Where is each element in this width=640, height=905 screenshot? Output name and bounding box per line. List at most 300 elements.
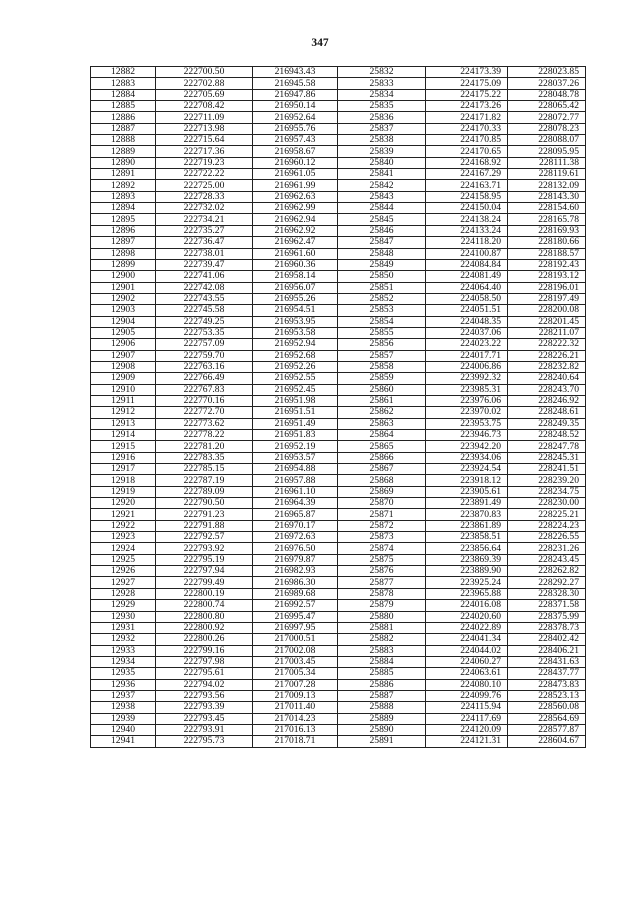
point-a-y-cell: 216989.68 bbox=[253, 588, 338, 599]
point-b-x-cell: 224060.27 bbox=[426, 656, 508, 667]
point-b-y-cell: 228230.00 bbox=[508, 498, 586, 509]
point-b-number-cell: 25870 bbox=[338, 498, 426, 509]
point-a-number-cell: 12892 bbox=[91, 180, 156, 191]
point-b-number-cell: 25881 bbox=[338, 622, 426, 633]
point-a-number-cell: 12882 bbox=[91, 67, 156, 78]
point-b-y-cell: 228245.31 bbox=[508, 452, 586, 463]
table-row bbox=[91, 441, 586, 452]
point-a-x-cell: 222713.98 bbox=[156, 123, 253, 134]
point-b-number-cell: 25842 bbox=[338, 180, 426, 191]
point-a-x-cell: 222772.70 bbox=[156, 407, 253, 418]
table-row bbox=[91, 622, 586, 633]
point-b-number-cell: 25861 bbox=[338, 395, 426, 406]
table-row bbox=[91, 78, 586, 89]
table-row bbox=[91, 600, 586, 611]
point-b-number-cell: 25864 bbox=[338, 430, 426, 441]
point-b-x-cell: 223976.06 bbox=[426, 395, 508, 406]
point-b-y-cell: 228371.58 bbox=[508, 600, 586, 611]
point-a-y-cell: 216947.86 bbox=[253, 89, 338, 100]
point-a-number-cell: 12883 bbox=[91, 78, 156, 89]
point-a-x-cell: 222741.06 bbox=[156, 271, 253, 282]
point-a-number-cell: 12926 bbox=[91, 566, 156, 577]
point-a-y-cell: 216979.87 bbox=[253, 554, 338, 565]
point-b-y-cell: 228437.77 bbox=[508, 668, 586, 679]
point-a-number-cell: 12924 bbox=[91, 543, 156, 554]
point-a-x-cell: 222725.00 bbox=[156, 180, 253, 191]
point-a-x-cell: 222791.23 bbox=[156, 509, 253, 520]
point-b-number-cell: 25885 bbox=[338, 668, 426, 679]
point-b-y-cell: 228193.12 bbox=[508, 271, 586, 282]
point-b-y-cell: 228243.45 bbox=[508, 554, 586, 565]
table-row bbox=[91, 395, 586, 406]
point-a-y-cell: 216952.26 bbox=[253, 361, 338, 372]
table-row bbox=[91, 543, 586, 554]
point-b-number-cell: 25847 bbox=[338, 237, 426, 248]
point-b-y-cell: 228188.57 bbox=[508, 248, 586, 259]
point-a-number-cell: 12911 bbox=[91, 395, 156, 406]
point-a-x-cell: 222790.50 bbox=[156, 498, 253, 509]
point-a-number-cell: 12891 bbox=[91, 169, 156, 180]
point-b-x-cell: 223934.06 bbox=[426, 452, 508, 463]
table-row bbox=[91, 486, 586, 497]
point-a-y-cell: 217016.13 bbox=[253, 724, 338, 735]
point-b-y-cell: 228431.63 bbox=[508, 656, 586, 667]
point-a-y-cell: 216956.07 bbox=[253, 282, 338, 293]
table-row bbox=[91, 611, 586, 622]
point-a-y-cell: 216945.58 bbox=[253, 78, 338, 89]
point-b-y-cell: 228226.21 bbox=[508, 350, 586, 361]
table-row bbox=[91, 316, 586, 327]
point-b-y-cell: 228197.49 bbox=[508, 293, 586, 304]
point-b-y-cell: 228262.82 bbox=[508, 566, 586, 577]
point-b-number-cell: 25832 bbox=[338, 67, 426, 78]
point-a-number-cell: 12908 bbox=[91, 361, 156, 372]
table-row bbox=[91, 713, 586, 724]
point-b-y-cell: 228226.55 bbox=[508, 532, 586, 543]
point-b-y-cell: 228248.52 bbox=[508, 430, 586, 441]
table-row bbox=[91, 520, 586, 531]
point-b-number-cell: 25856 bbox=[338, 339, 426, 350]
point-b-number-cell: 25873 bbox=[338, 532, 426, 543]
point-b-number-cell: 25879 bbox=[338, 600, 426, 611]
point-b-y-cell: 228201.45 bbox=[508, 316, 586, 327]
point-a-y-cell: 216953.95 bbox=[253, 316, 338, 327]
point-a-number-cell: 12925 bbox=[91, 554, 156, 565]
point-b-x-cell: 223953.75 bbox=[426, 418, 508, 429]
point-a-number-cell: 12941 bbox=[91, 736, 156, 747]
point-b-y-cell: 228232.82 bbox=[508, 361, 586, 372]
point-a-number-cell: 12919 bbox=[91, 486, 156, 497]
table-row bbox=[91, 509, 586, 520]
point-b-x-cell: 223905.61 bbox=[426, 486, 508, 497]
point-b-x-cell: 223858.51 bbox=[426, 532, 508, 543]
point-a-x-cell: 222800.19 bbox=[156, 588, 253, 599]
point-b-y-cell: 228239.20 bbox=[508, 475, 586, 486]
table-row bbox=[91, 350, 586, 361]
table-row bbox=[91, 89, 586, 100]
point-b-x-cell: 224167.29 bbox=[426, 169, 508, 180]
point-b-x-cell: 224037.06 bbox=[426, 327, 508, 338]
point-a-number-cell: 12909 bbox=[91, 373, 156, 384]
point-b-y-cell: 228119.61 bbox=[508, 169, 586, 180]
point-a-number-cell: 12903 bbox=[91, 305, 156, 316]
point-a-x-cell: 222715.64 bbox=[156, 135, 253, 146]
point-a-number-cell: 12899 bbox=[91, 259, 156, 270]
point-b-y-cell: 228402.42 bbox=[508, 634, 586, 645]
point-a-number-cell: 12886 bbox=[91, 112, 156, 123]
point-a-y-cell: 216952.94 bbox=[253, 339, 338, 350]
point-a-x-cell: 222793.39 bbox=[156, 702, 253, 713]
point-b-y-cell: 228240.64 bbox=[508, 373, 586, 384]
point-a-x-cell: 222800.26 bbox=[156, 634, 253, 645]
point-a-number-cell: 12910 bbox=[91, 384, 156, 395]
point-b-number-cell: 25850 bbox=[338, 271, 426, 282]
table-row bbox=[91, 135, 586, 146]
point-a-number-cell: 12893 bbox=[91, 191, 156, 202]
point-b-number-cell: 25855 bbox=[338, 327, 426, 338]
point-b-x-cell: 224117.69 bbox=[426, 713, 508, 724]
point-b-x-cell: 224020.60 bbox=[426, 611, 508, 622]
point-b-number-cell: 25846 bbox=[338, 225, 426, 236]
point-b-number-cell: 25867 bbox=[338, 464, 426, 475]
point-b-number-cell: 25874 bbox=[338, 543, 426, 554]
point-b-y-cell: 228249.35 bbox=[508, 418, 586, 429]
point-b-number-cell: 25838 bbox=[338, 135, 426, 146]
point-a-y-cell: 216955.76 bbox=[253, 123, 338, 134]
table-row bbox=[91, 169, 586, 180]
point-a-number-cell: 12907 bbox=[91, 350, 156, 361]
point-a-number-cell: 12933 bbox=[91, 645, 156, 656]
point-a-number-cell: 12889 bbox=[91, 146, 156, 157]
point-a-x-cell: 222749.25 bbox=[156, 316, 253, 327]
point-b-x-cell: 224175.22 bbox=[426, 89, 508, 100]
page-number: 347 bbox=[311, 37, 329, 49]
point-b-y-cell: 228192.43 bbox=[508, 259, 586, 270]
point-b-x-cell: 224006.86 bbox=[426, 361, 508, 372]
table-row bbox=[91, 180, 586, 191]
point-b-x-cell: 224158.95 bbox=[426, 191, 508, 202]
point-a-x-cell: 222792.57 bbox=[156, 532, 253, 543]
table-row bbox=[91, 679, 586, 690]
point-a-number-cell: 12884 bbox=[91, 89, 156, 100]
point-b-y-cell: 228111.38 bbox=[508, 157, 586, 168]
point-a-y-cell: 217002.08 bbox=[253, 645, 338, 656]
point-b-number-cell: 25883 bbox=[338, 645, 426, 656]
point-b-number-cell: 25834 bbox=[338, 89, 426, 100]
point-a-number-cell: 12890 bbox=[91, 157, 156, 168]
point-a-x-cell: 222719.23 bbox=[156, 157, 253, 168]
point-b-x-cell: 223889.90 bbox=[426, 566, 508, 577]
table-row bbox=[91, 146, 586, 157]
table-row bbox=[91, 67, 586, 78]
point-a-y-cell: 216952.68 bbox=[253, 350, 338, 361]
point-b-y-cell: 228143.30 bbox=[508, 191, 586, 202]
point-b-number-cell: 25889 bbox=[338, 713, 426, 724]
point-b-x-cell: 223856.64 bbox=[426, 543, 508, 554]
point-b-x-cell: 224048.35 bbox=[426, 316, 508, 327]
point-a-number-cell: 12938 bbox=[91, 702, 156, 713]
point-b-x-cell: 224173.26 bbox=[426, 101, 508, 112]
point-a-number-cell: 12895 bbox=[91, 214, 156, 225]
point-a-x-cell: 222794.02 bbox=[156, 679, 253, 690]
point-b-y-cell: 228241.51 bbox=[508, 464, 586, 475]
point-a-x-cell: 222800.74 bbox=[156, 600, 253, 611]
point-b-number-cell: 25887 bbox=[338, 690, 426, 701]
point-b-y-cell: 228224.23 bbox=[508, 520, 586, 531]
table-row bbox=[91, 191, 586, 202]
point-a-y-cell: 216997.95 bbox=[253, 622, 338, 633]
table-row bbox=[91, 645, 586, 656]
table-row bbox=[91, 668, 586, 679]
point-b-x-cell: 224099.76 bbox=[426, 690, 508, 701]
point-b-x-cell: 224017.71 bbox=[426, 350, 508, 361]
point-a-number-cell: 12894 bbox=[91, 203, 156, 214]
point-b-x-cell: 224168.92 bbox=[426, 157, 508, 168]
point-b-x-cell: 224120.09 bbox=[426, 724, 508, 735]
point-b-x-cell: 224173.39 bbox=[426, 67, 508, 78]
point-b-y-cell: 228234.75 bbox=[508, 486, 586, 497]
point-b-number-cell: 25858 bbox=[338, 361, 426, 372]
point-b-number-cell: 25833 bbox=[338, 78, 426, 89]
table-row bbox=[91, 430, 586, 441]
point-a-x-cell: 222778.22 bbox=[156, 430, 253, 441]
point-a-y-cell: 216962.63 bbox=[253, 191, 338, 202]
point-b-number-cell: 25866 bbox=[338, 452, 426, 463]
point-a-y-cell: 217018.71 bbox=[253, 736, 338, 747]
point-a-x-cell: 222757.09 bbox=[156, 339, 253, 350]
point-a-x-cell: 222800.80 bbox=[156, 611, 253, 622]
point-b-x-cell: 224044.02 bbox=[426, 645, 508, 656]
point-a-number-cell: 12904 bbox=[91, 316, 156, 327]
point-a-number-cell: 12937 bbox=[91, 690, 156, 701]
point-a-x-cell: 222766.49 bbox=[156, 373, 253, 384]
point-a-number-cell: 12922 bbox=[91, 520, 156, 531]
point-b-number-cell: 25845 bbox=[338, 214, 426, 225]
point-a-number-cell: 12887 bbox=[91, 123, 156, 134]
point-a-y-cell: 217014.23 bbox=[253, 713, 338, 724]
point-a-x-cell: 222799.16 bbox=[156, 645, 253, 656]
point-b-number-cell: 25860 bbox=[338, 384, 426, 395]
point-b-number-cell: 25880 bbox=[338, 611, 426, 622]
table-row bbox=[91, 498, 586, 509]
table-row bbox=[91, 271, 586, 282]
point-a-number-cell: 12940 bbox=[91, 724, 156, 735]
point-b-x-cell: 224064.40 bbox=[426, 282, 508, 293]
point-a-number-cell: 12923 bbox=[91, 532, 156, 543]
point-b-x-cell: 224100.87 bbox=[426, 248, 508, 259]
table-row bbox=[91, 327, 586, 338]
point-b-number-cell: 25872 bbox=[338, 520, 426, 531]
point-b-x-cell: 224170.33 bbox=[426, 123, 508, 134]
point-b-x-cell: 224041.34 bbox=[426, 634, 508, 645]
table-row bbox=[91, 123, 586, 134]
point-b-y-cell: 228132.09 bbox=[508, 180, 586, 191]
point-b-y-cell: 228378.73 bbox=[508, 622, 586, 633]
point-b-x-cell: 224051.51 bbox=[426, 305, 508, 316]
point-b-x-cell: 224058.50 bbox=[426, 293, 508, 304]
point-b-number-cell: 25863 bbox=[338, 418, 426, 429]
point-a-x-cell: 222781.20 bbox=[156, 441, 253, 452]
point-a-x-cell: 222753.35 bbox=[156, 327, 253, 338]
table-row bbox=[91, 248, 586, 259]
table-row bbox=[91, 464, 586, 475]
point-a-x-cell: 222783.35 bbox=[156, 452, 253, 463]
table-row bbox=[91, 101, 586, 112]
point-b-number-cell: 25868 bbox=[338, 475, 426, 486]
point-a-number-cell: 12927 bbox=[91, 577, 156, 588]
point-a-y-cell: 217011.40 bbox=[253, 702, 338, 713]
point-b-x-cell: 223891.49 bbox=[426, 498, 508, 509]
point-a-x-cell: 222734.21 bbox=[156, 214, 253, 225]
point-a-number-cell: 12905 bbox=[91, 327, 156, 338]
point-a-y-cell: 216964.39 bbox=[253, 498, 338, 509]
point-a-x-cell: 222795.19 bbox=[156, 554, 253, 565]
point-b-y-cell: 228196.01 bbox=[508, 282, 586, 293]
point-b-number-cell: 25844 bbox=[338, 203, 426, 214]
point-a-y-cell: 216995.47 bbox=[253, 611, 338, 622]
table-row bbox=[91, 554, 586, 565]
coordinates-table-body bbox=[91, 67, 586, 748]
point-b-y-cell: 228048.78 bbox=[508, 89, 586, 100]
point-a-y-cell: 216972.63 bbox=[253, 532, 338, 543]
point-a-y-cell: 216962.92 bbox=[253, 225, 338, 236]
point-b-number-cell: 25857 bbox=[338, 350, 426, 361]
point-a-number-cell: 12918 bbox=[91, 475, 156, 486]
point-a-y-cell: 216960.36 bbox=[253, 259, 338, 270]
point-b-number-cell: 25837 bbox=[338, 123, 426, 134]
point-b-number-cell: 25884 bbox=[338, 656, 426, 667]
point-b-x-cell: 224084.84 bbox=[426, 259, 508, 270]
point-b-number-cell: 25871 bbox=[338, 509, 426, 520]
point-a-y-cell: 216952.45 bbox=[253, 384, 338, 395]
point-b-x-cell: 223985.31 bbox=[426, 384, 508, 395]
table-row bbox=[91, 452, 586, 463]
point-a-y-cell: 216970.17 bbox=[253, 520, 338, 531]
point-a-y-cell: 216950.14 bbox=[253, 101, 338, 112]
point-b-y-cell: 228243.70 bbox=[508, 384, 586, 395]
point-a-x-cell: 222793.45 bbox=[156, 713, 253, 724]
point-b-y-cell: 228560.08 bbox=[508, 702, 586, 713]
point-b-y-cell: 228231.26 bbox=[508, 543, 586, 554]
point-a-y-cell: 216965.87 bbox=[253, 509, 338, 520]
point-a-x-cell: 222732.02 bbox=[156, 203, 253, 214]
point-a-number-cell: 12929 bbox=[91, 600, 156, 611]
point-b-number-cell: 25839 bbox=[338, 146, 426, 157]
point-a-y-cell: 217007.28 bbox=[253, 679, 338, 690]
point-b-x-cell: 224023.22 bbox=[426, 339, 508, 350]
point-a-y-cell: 216952.55 bbox=[253, 373, 338, 384]
point-b-x-cell: 223992.32 bbox=[426, 373, 508, 384]
point-b-x-cell: 224118.20 bbox=[426, 237, 508, 248]
point-b-number-cell: 25836 bbox=[338, 112, 426, 123]
table-row bbox=[91, 475, 586, 486]
point-a-x-cell: 222705.69 bbox=[156, 89, 253, 100]
point-a-x-cell: 222773.62 bbox=[156, 418, 253, 429]
point-b-y-cell: 228604.67 bbox=[508, 736, 586, 747]
point-a-x-cell: 222785.15 bbox=[156, 464, 253, 475]
point-a-y-cell: 216952.19 bbox=[253, 441, 338, 452]
coordinates-table bbox=[90, 66, 586, 748]
point-b-x-cell: 224175.09 bbox=[426, 78, 508, 89]
point-a-x-cell: 222795.73 bbox=[156, 736, 253, 747]
table-row bbox=[91, 237, 586, 248]
point-b-x-cell: 224081.49 bbox=[426, 271, 508, 282]
point-b-x-cell: 224115.94 bbox=[426, 702, 508, 713]
point-a-y-cell: 216961.60 bbox=[253, 248, 338, 259]
point-a-y-cell: 216955.26 bbox=[253, 293, 338, 304]
point-a-number-cell: 12934 bbox=[91, 656, 156, 667]
point-b-x-cell: 224138.24 bbox=[426, 214, 508, 225]
table-row bbox=[91, 157, 586, 168]
point-a-x-cell: 222722.22 bbox=[156, 169, 253, 180]
point-a-x-cell: 222739.47 bbox=[156, 259, 253, 270]
point-a-x-cell: 222700.50 bbox=[156, 67, 253, 78]
point-a-y-cell: 216992.57 bbox=[253, 600, 338, 611]
point-a-y-cell: 216951.51 bbox=[253, 407, 338, 418]
table-row bbox=[91, 736, 586, 747]
point-a-number-cell: 12898 bbox=[91, 248, 156, 259]
point-a-x-cell: 222789.09 bbox=[156, 486, 253, 497]
point-b-number-cell: 25865 bbox=[338, 441, 426, 452]
point-a-x-cell: 222793.56 bbox=[156, 690, 253, 701]
table-row bbox=[91, 373, 586, 384]
point-a-x-cell: 222742.08 bbox=[156, 282, 253, 293]
point-b-number-cell: 25849 bbox=[338, 259, 426, 270]
point-a-y-cell: 216954.88 bbox=[253, 464, 338, 475]
point-b-y-cell: 228169.93 bbox=[508, 225, 586, 236]
table-row bbox=[91, 588, 586, 599]
point-b-y-cell: 228072.77 bbox=[508, 112, 586, 123]
point-b-number-cell: 25877 bbox=[338, 577, 426, 588]
point-b-number-cell: 25859 bbox=[338, 373, 426, 384]
point-b-y-cell: 228165.78 bbox=[508, 214, 586, 225]
point-b-number-cell: 25852 bbox=[338, 293, 426, 304]
point-a-number-cell: 12920 bbox=[91, 498, 156, 509]
point-b-number-cell: 25888 bbox=[338, 702, 426, 713]
point-b-y-cell: 228211.07 bbox=[508, 327, 586, 338]
point-a-x-cell: 222702.88 bbox=[156, 78, 253, 89]
point-b-y-cell: 228406.21 bbox=[508, 645, 586, 656]
point-a-number-cell: 12931 bbox=[91, 622, 156, 633]
point-a-x-cell: 222797.98 bbox=[156, 656, 253, 667]
point-a-number-cell: 12916 bbox=[91, 452, 156, 463]
point-a-x-cell: 222717.36 bbox=[156, 146, 253, 157]
point-a-x-cell: 222767.83 bbox=[156, 384, 253, 395]
table-row bbox=[91, 225, 586, 236]
point-a-x-cell: 222797.94 bbox=[156, 566, 253, 577]
point-a-y-cell: 216960.12 bbox=[253, 157, 338, 168]
point-a-y-cell: 216962.99 bbox=[253, 203, 338, 214]
point-a-number-cell: 12917 bbox=[91, 464, 156, 475]
point-a-number-cell: 12915 bbox=[91, 441, 156, 452]
point-b-y-cell: 228222.32 bbox=[508, 339, 586, 350]
point-b-y-cell: 228023.85 bbox=[508, 67, 586, 78]
point-b-y-cell: 228088.07 bbox=[508, 135, 586, 146]
point-b-y-cell: 228095.95 bbox=[508, 146, 586, 157]
point-a-y-cell: 216976.50 bbox=[253, 543, 338, 554]
point-b-number-cell: 25848 bbox=[338, 248, 426, 259]
point-a-number-cell: 12896 bbox=[91, 225, 156, 236]
point-a-number-cell: 12935 bbox=[91, 668, 156, 679]
point-b-x-cell: 223869.39 bbox=[426, 554, 508, 565]
point-b-number-cell: 25851 bbox=[338, 282, 426, 293]
point-b-number-cell: 25862 bbox=[338, 407, 426, 418]
point-a-number-cell: 12897 bbox=[91, 237, 156, 248]
point-a-y-cell: 216958.67 bbox=[253, 146, 338, 157]
point-b-y-cell: 228078.23 bbox=[508, 123, 586, 134]
point-a-y-cell: 216952.64 bbox=[253, 112, 338, 123]
point-b-y-cell: 228292.27 bbox=[508, 577, 586, 588]
